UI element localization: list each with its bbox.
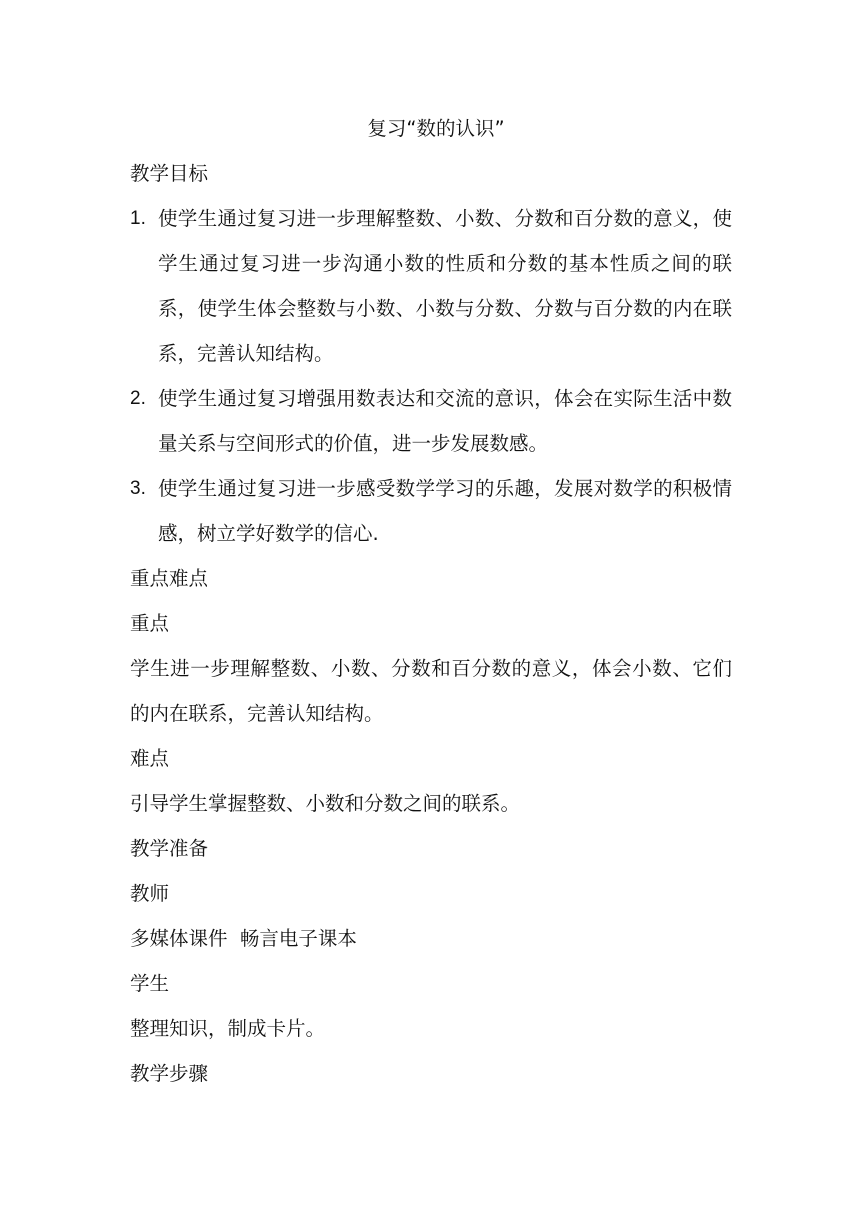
key-text: 学生进一步理解整数、小数、分数和百分数的意义，体会小数、它们的内在联系，完善认知结构。 <box>130 657 732 725</box>
objective-item <box>130 196 732 376</box>
objectives-list <box>130 196 732 556</box>
difficulty-text: 引导学生掌握整数、小数和分数之间的联系。 <box>130 792 521 815</box>
teacher-text: 多媒体课件 畅言电子课本 <box>130 927 357 950</box>
objective-text: 使学生通过复习进一步感受数学学习的乐趣，发展对数学的积极情感，树立学好数学的信心. <box>158 477 732 545</box>
objective-number: 1. <box>130 208 146 229</box>
difficulty-heading: 难点 <box>130 747 170 770</box>
objectives-heading: 教学目标 <box>130 162 209 185</box>
preparation-heading: 教学准备 <box>130 837 209 860</box>
objective-number: 2. <box>130 388 146 409</box>
objective-text: 使学生通过复习增强用数表达和交流的意识，体会在实际生活中数量关系与空间形式的价值，进一步发展数感。 <box>158 387 732 455</box>
steps-heading: 教学步骤 <box>130 1062 209 1085</box>
objective-item <box>130 466 732 556</box>
document-body <box>130 106 732 1096</box>
student-heading: 学生 <box>130 972 170 995</box>
objective-text: 使学生通过复习进一步理解整数、小数、分数和百分数的意义，使学生通过复习进一步沟通小数的性质和分数的基本性质之间的联系，使学生体会整数与小数、小数与分数、分数与百分数的内在联系，完善认知结构。 <box>158 207 732 365</box>
key-heading: 重点 <box>130 612 170 635</box>
student-text: 整理知识，制成卡片。 <box>130 1017 326 1040</box>
teacher-heading: 教师 <box>130 882 170 905</box>
document-title: 复习“数的认识” <box>367 117 505 140</box>
objective-number: 3. <box>130 478 146 499</box>
objective-item <box>130 376 732 466</box>
key-points-heading: 重点难点 <box>130 567 209 590</box>
